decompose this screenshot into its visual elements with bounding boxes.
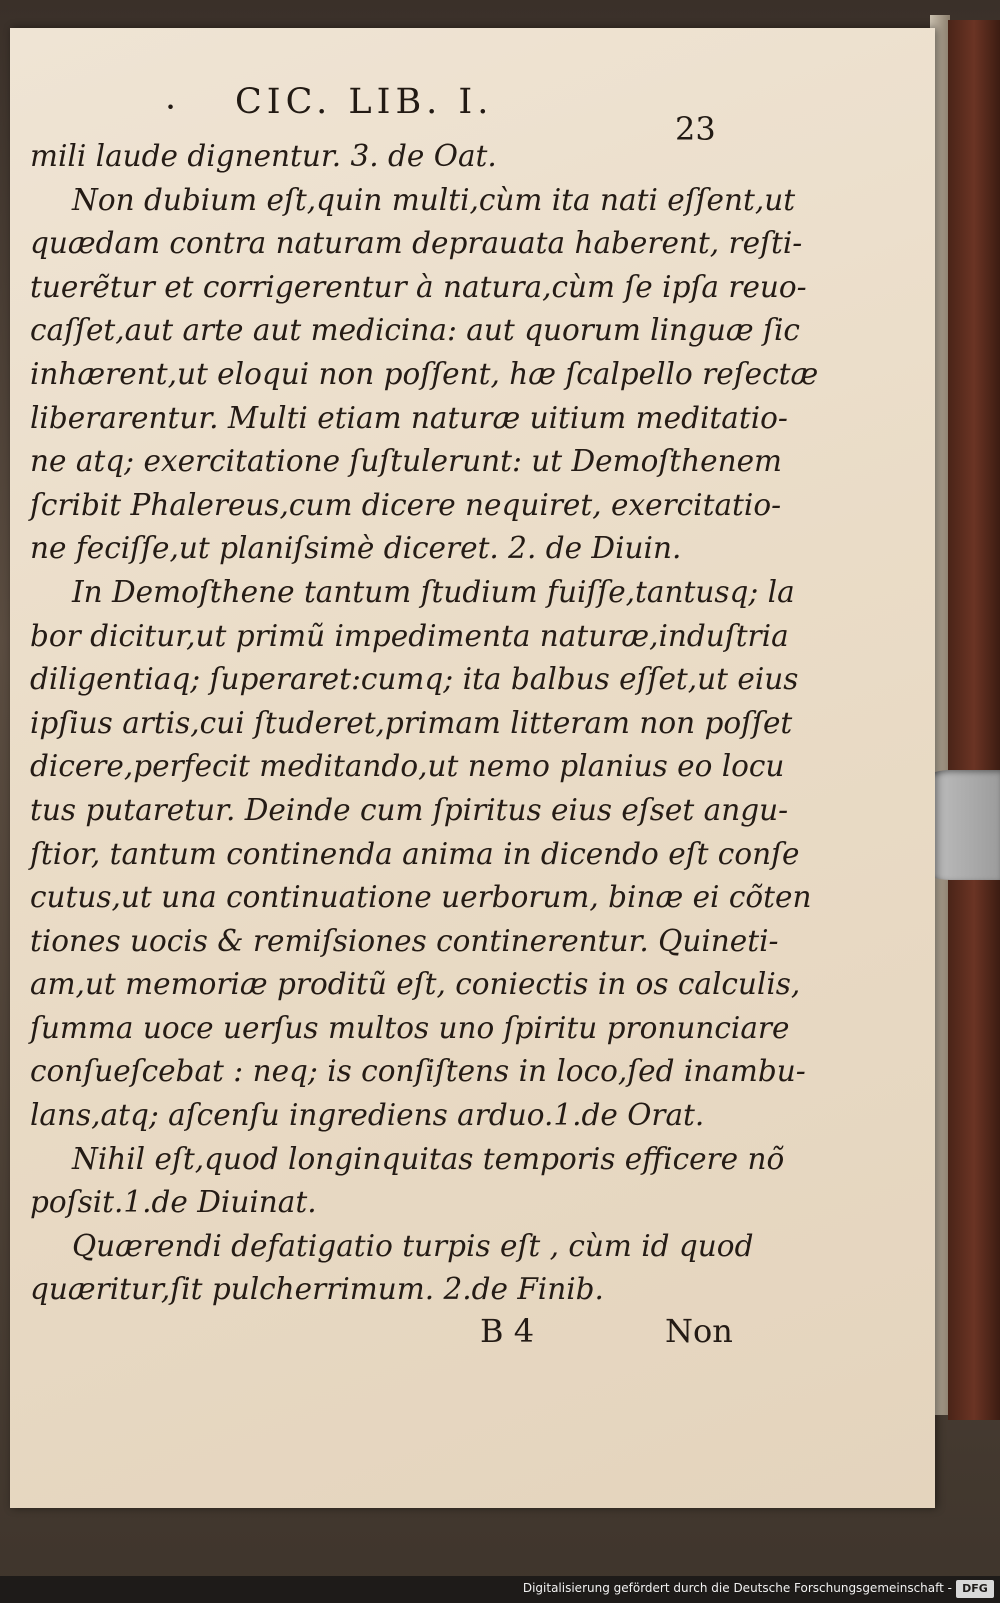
text-line: lans,atq; aſcenſu ingrediens arduo.1.de Orat.: [30, 1098, 705, 1133]
text-line: ſcribit Phalereus,cum dicere nequiret, exercitatio-: [30, 487, 782, 522]
text-line: diligentiaq; ſuperaret:cumq; ita balbus eſſet,ut eius: [30, 662, 799, 697]
text-line: poſsit.1.de Diuinat.: [30, 1185, 317, 1220]
book-binding: [948, 20, 1000, 1420]
text-line: ipſius artis,cui ſtuderet,primam litteram non poſſet: [30, 705, 793, 740]
body-text: [30, 135, 819, 1312]
dfg-logo: DFG: [956, 1580, 994, 1598]
text-line: Non dubium eſt,quin multi,cùm ita nati eſſent,ut: [72, 182, 796, 217]
text-line: tus putaretur. Deinde cum ſpiritus eius eſset angu-: [30, 792, 789, 827]
text-line: tuerẽtur et corrigerentur à natura,cùm ſe ipſa reuo-: [30, 269, 807, 304]
page-number: 23: [675, 110, 716, 148]
text-line: am,ut memoriæ proditũ eſt, coniectis in os calculis,: [30, 967, 801, 1002]
text-line: dicere,perfecit meditando,ut nemo planius eo locu: [30, 749, 785, 784]
signature-mark: B 4: [480, 1312, 535, 1350]
text-line: ne feciſſe,ut planiſsimè diceret. 2. de Diuin.: [30, 531, 682, 566]
text-line: ſumma uoce uerſus multos uno ſpiritu pronunciare: [30, 1010, 790, 1045]
text-line: Nihil eſt,quod longinquitas temporis efficere nõ: [72, 1141, 785, 1176]
running-head: [165, 82, 725, 132]
text-line: cutus,ut una continuatione uerborum, binæ ei cõten: [30, 880, 812, 915]
signature-line: [480, 1312, 750, 1357]
footer-bar: [0, 1576, 1000, 1603]
text-line: liberarentur. Multi etiam naturæ uitium meditatio-: [30, 400, 788, 435]
text-line: ſtior, tantum continenda anima in dicendo eſt conſe: [30, 836, 800, 871]
running-head-ornament: ·: [165, 88, 182, 128]
text-line: In Demoſthene tantum ſtudium fuiſſe,tantusq; la: [72, 574, 795, 609]
text-line: caſſet,aut arte aut medicina: aut quorum linguæ ſic: [30, 313, 800, 348]
running-head-title: CIC. LIB. I.: [235, 82, 494, 122]
text-line: quædam contra naturam deprauata haberent, reſti-: [30, 226, 803, 261]
text-line: tiones uocis & remiſsiones continerentur. Quineti-: [30, 923, 779, 958]
text-line: conſueſcebat : neq; is conſiſtens in loco,ſed inambu-: [30, 1054, 806, 1089]
text-line: bor dicitur,ut primũ impedimenta naturæ,induſtria: [30, 618, 789, 653]
text-line: mili laude dignentur. 3. de Oat.: [30, 139, 497, 173]
funding-credit: Digitalisierung gefördert durch die Deutsche Forschungsgemeinschaft -: [522, 1581, 952, 1595]
text-line: quæritur,ſit pulcherrimum. 2.de Finib.: [30, 1272, 604, 1307]
text-line: Quærendi defatigatio turpis eſt , cùm id quod: [72, 1228, 754, 1263]
text-line: inhærent,ut eloqui non poſſent, hæ ſcalpello reſectæ: [30, 356, 819, 391]
catchword: Non: [665, 1312, 733, 1350]
text-line: ne atq; exercitatione ſuſtulerunt: ut Demoſthenem: [30, 444, 783, 479]
